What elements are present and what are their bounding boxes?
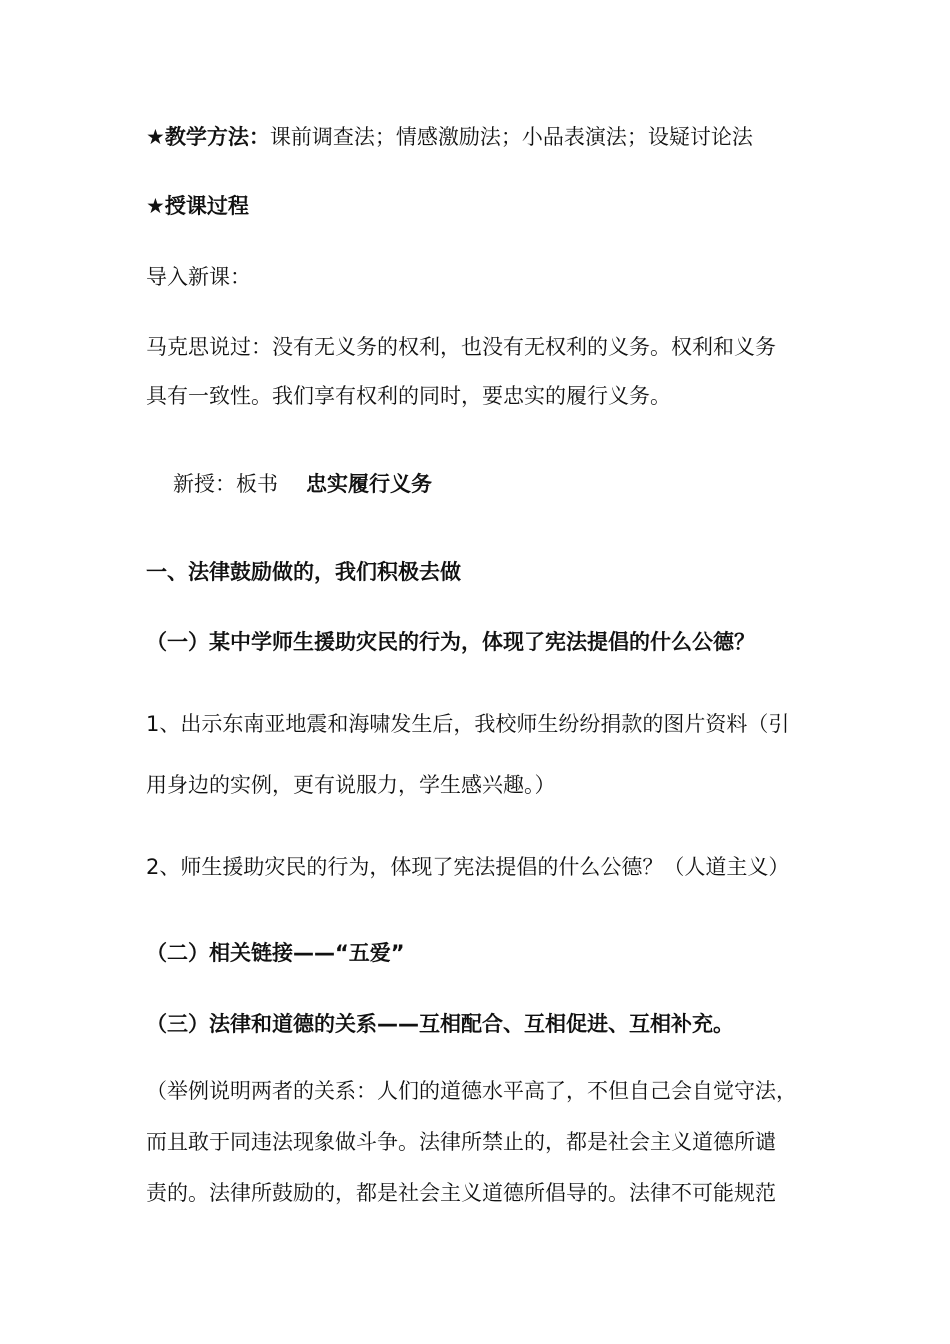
teaching-methods-text: 课前调查法；情感激励法；小品表演法；设疑讨论法 bbox=[269, 125, 753, 149]
example-line-3: 责的。法律所鼓励的，都是社会主义道德所倡导的。法律不可能规范 bbox=[146, 1181, 776, 1205]
intro-paragraph-line-1: 马克思说过：没有无义务的权利，也没有无权利的义务。权利和义务 bbox=[146, 335, 776, 359]
teaching-methods-label: ★教学方法： bbox=[146, 125, 270, 149]
example-line-2: 而且敢于同违法现象做斗争。法律所禁止的，都是社会主义道德所谴 bbox=[146, 1130, 776, 1154]
item2: 2、师生援助灾民的行为，体现了宪法提倡的什么公德？（人道主义） bbox=[146, 855, 790, 879]
subsection-3: （三）法律和道德的关系——互相配合、互相促进、互相补充。 bbox=[146, 1012, 734, 1036]
item1-line-2: 用身边的实例，更有说服力，学生感兴趣。） bbox=[146, 773, 556, 797]
new-lesson-line bbox=[173, 470, 432, 498]
item1-line-1: 1、出示东南亚地震和海啸发生后，我校师生纷纷捐款的图片资料（引 bbox=[146, 712, 790, 736]
new-lesson-title: 忠实履行义务 bbox=[306, 472, 432, 496]
subsection-2: （二）相关链接——“五爱” bbox=[146, 941, 405, 965]
teaching-methods-line bbox=[146, 123, 753, 151]
example-line-1: （举例说明两者的关系：人们的道德水平高了，不但自己会自觉守法， bbox=[146, 1079, 797, 1103]
intro-paragraph-line-2: 具有一致性。我们享有权利的同时，要忠实的履行义务。 bbox=[146, 384, 671, 408]
new-lesson-label: 新授：板书 bbox=[173, 472, 278, 496]
intro-label: 导入新课： bbox=[146, 265, 251, 289]
section1-heading: 一、法律鼓励做的，我们积极去做 bbox=[146, 560, 461, 584]
process-heading: ★授课过程 bbox=[146, 194, 249, 218]
subsection-1: （一）某中学师生援助灾民的行为，体现了宪法提倡的什么公德？ bbox=[146, 630, 755, 654]
